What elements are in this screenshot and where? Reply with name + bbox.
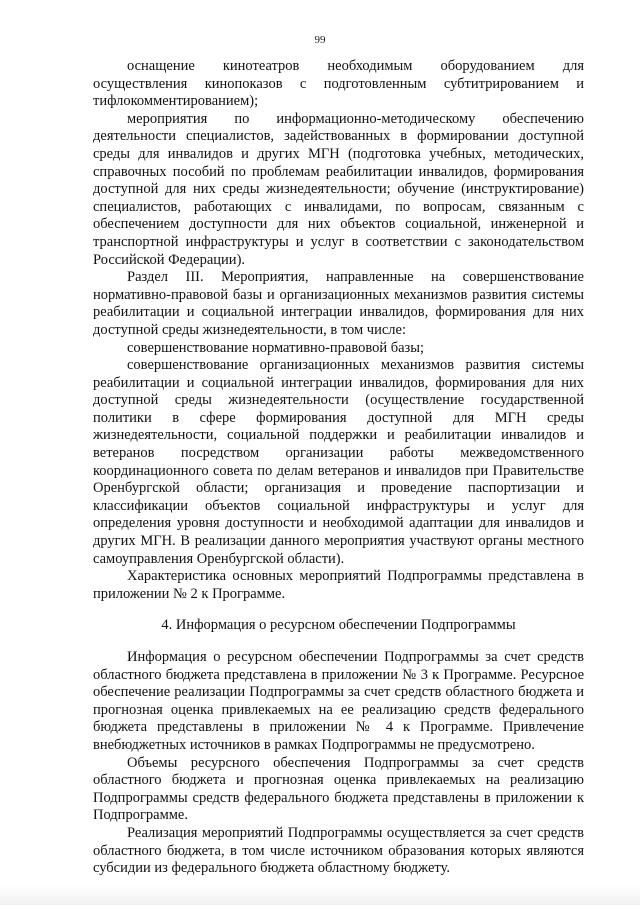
- paragraph-organizational-mechanisms: совершенствование организационных механизмов развития системы реабилитации и социальной интеграции инвалидов, формирования для них доступной среды жизнедеятельности (осуществление государственной политики в сфере формирования доступной для МГН среды жизнедеятельности, социальной поддержки и реабилитации инвалидов и ветеранов посредством организации работы межведомственного координационного совета по делам ветеранов и инвалидов при Правительстве Оренбургской области; организация и проведение паспортизации и классификации объектов социальной инфраструктуры и услуг для определения уровня доступности и необходимой адаптации для инвалидов и других МГН. В реализации данного мероприятия участвуют органы местного самоуправления Оренбургской области).: [93, 357, 584, 567]
- scan-bottom-edge: [0, 885, 640, 905]
- paragraph-resource-info: Информация о ресурсном обеспечении Подпрограммы за счет средств областного бюджета представлена в приложении № 3 к Программе. Ресурсное обеспечение реализации Подпрограммы за счет средств областного бюджета и прогнозная оценка привлекаемых на ее реализацию средств федерального бюджета представлены в приложении № 4 к Программе. Привлечение внебюджетных источников в рамках Подпрограммы не предусмотрено.: [93, 649, 584, 753]
- paragraph-regulatory-base: совершенствование нормативно-правовой базы;: [127, 339, 425, 356]
- paragraph-implementation: Реализация мероприятий Подпрограммы осуществляется за счет средств областного бюджета, в том числе источником образования которых являются субсидии из федерального бюджета областному бюджету.: [93, 824, 584, 877]
- paragraph-section-iii: Раздел III. Мероприятия, направленные на совершенствование нормативно-правовой базы и организационных механизмов развития системы реабилитации и социальной интеграции инвалидов, формирования для них доступной среды жизнедеятельности, в том числе:: [93, 269, 584, 338]
- section-heading: 4. Информация о ресурсном обеспечении Подпрограммы: [161, 617, 516, 634]
- paragraph-resource-volumes: Объемы ресурсного обеспечения Подпрограммы за счет средств областного бюджета и прогнозная оценка привлекаемых на реализацию Подпрограммы средств федерального бюджета представлены в приложении к Подпрограмме.: [93, 754, 584, 824]
- document-body: [93, 58, 584, 878]
- paragraph-cinema-equipment: оснащение кинотеатров необходимым оборудованием для осуществления кинопоказов с подготовленным субтитрированием и тифлокомментированием);: [93, 58, 584, 110]
- paragraph-methodical-support: мероприятия по информационно-методическому обеспечению деятельности специалистов, задействованных в формировании доступной среды для инвалидов и других МГН (подготовка учебных, методических, справочных пособий по проблемам реабилитации инвалидов, формирования доступной для них среды жизнедеятельности; обучение (инструктирование) специалистов, работающих с инвалидами, по вопросам, связанным с обеспечением доступности для них объектов социальной, инженерной и транспортной инфраструктуры и услуг в соответствии с законодательством Российской Федерации).: [93, 110, 584, 268]
- paragraph-characteristics: Характеристика основных мероприятий Подпрограммы представлена в приложении № 2 к Программе.: [93, 568, 584, 602]
- page-number: 99: [314, 34, 326, 46]
